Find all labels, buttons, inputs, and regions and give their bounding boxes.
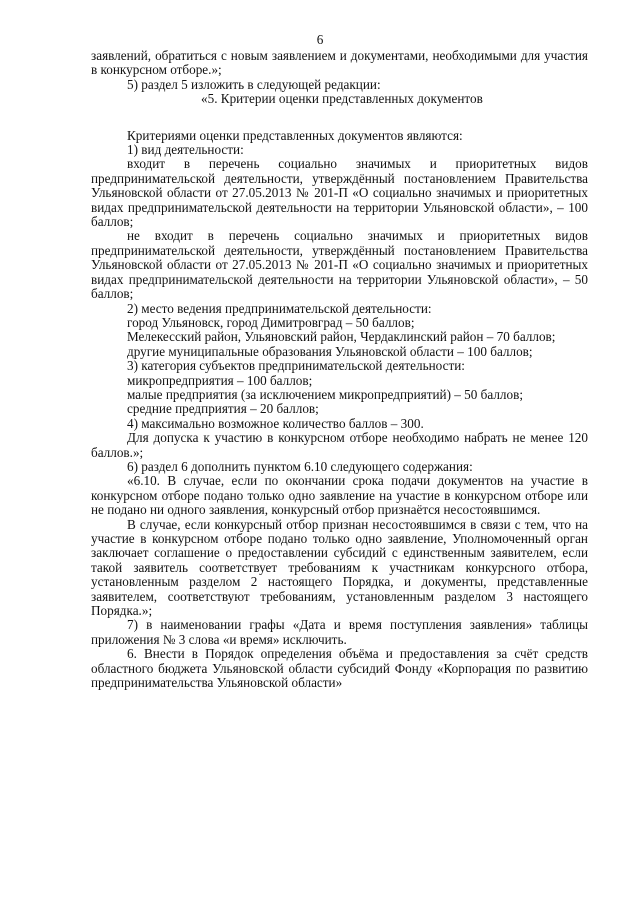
paragraph: Мелекесский район, Ульяновский район, Чердаклинский район – 70 баллов; [127, 329, 556, 345]
document-body [91, 49, 588, 690]
paragraph: Критериями оценки представленных документов являются: [127, 127, 463, 143]
paragraph: не входит в перечень социально значимых и приоритетных видов предпринимательской деятельности, утверждённый постановлением Правительства Ульяновской области от 27.05.2013 № 201-П «О социально значимых и приоритетных видах предпринимательской деятельности на территории Ульяновской области», – 50 баллов; [91, 228, 588, 302]
paragraph: 1) вид деятельности: [127, 142, 244, 158]
paragraph: заявлений, обратиться с новым заявлением и документами, необходимыми для участия в конкурсном отборе.»; [91, 48, 588, 78]
paragraph: входит в перечень социально значимых и приоритетных видов предпринимательской деятельности, утверждённый постановлением Правительства Ульяновской области от 27.05.2013 № 201-П «О социально значимых и приоритетных видах предпринимательской деятельности на территории Ульяновской области», – 100 баллов; [91, 156, 588, 230]
section-heading: «5. Критерии оценки представленных документов [201, 91, 483, 107]
paragraph: 3) категория субъектов предпринимательской деятельности: [127, 358, 465, 374]
paragraph: микропредприятия – 100 баллов; [127, 372, 313, 388]
paragraph: «6.10. В случае, если по окончании срока подачи документов на участие в конкурсном отборе подано только одно заявление на участие в конкурсном отборе или не подано ни одного заявления, конкурсный отбор признаётся несостоявшимся. [91, 473, 588, 518]
paragraph: Для допуска к участию в конкурсном отборе необходимо набрать не менее 120 баллов.»; [91, 430, 588, 460]
paragraph: город Ульяновск, город Димитровград – 50 баллов; [127, 314, 415, 330]
paragraph: 4) максимально возможное количество баллов – 300. [127, 415, 424, 431]
paragraph: малые предприятия (за исключением микропредприятий) – 50 баллов; [127, 386, 523, 402]
paragraph: другие муниципальные образования Ульяновской области – 100 баллов; [127, 343, 533, 359]
spacer [91, 107, 588, 129]
paragraph: 5) раздел 5 изложить в следующей редакции: [127, 76, 381, 92]
paragraph: 2) место ведения предпринимательской деятельности: [127, 300, 432, 316]
paragraph: 6. Внести в Порядок определения объёма и предоставления за счёт средств областного бюджета Ульяновской области субсидий Фонду «Корпорация по развитию предпринимательства Ульяновской области» [91, 646, 588, 691]
page-number: 6 [316, 32, 324, 47]
paragraph: В случае, если конкурсный отбор признан несостоявшимся в связи с тем, что на участие в конкурсном отборе подано только одно заявление, Уполномоченный орган заключает соглашение о предоставлении субсидий с единственным заявителем, если такой заявитель соответствует требованиям к участникам конкурсного отбора, установленным разделом 2 настоящего Порядка, и документы, представленные заявителем, соответствуют требованиям, установленным разделом 3 настоящего Порядка.»; [91, 516, 588, 619]
paragraph: средние предприятия – 20 баллов; [127, 401, 319, 417]
paragraph: 6) раздел 6 дополнить пунктом 6.10 следующего содержания: [127, 458, 473, 474]
paragraph: 7) в наименовании графы «Дата и время поступления заявления» таблицы приложения № 3 слова «и время» исключить. [91, 617, 588, 647]
